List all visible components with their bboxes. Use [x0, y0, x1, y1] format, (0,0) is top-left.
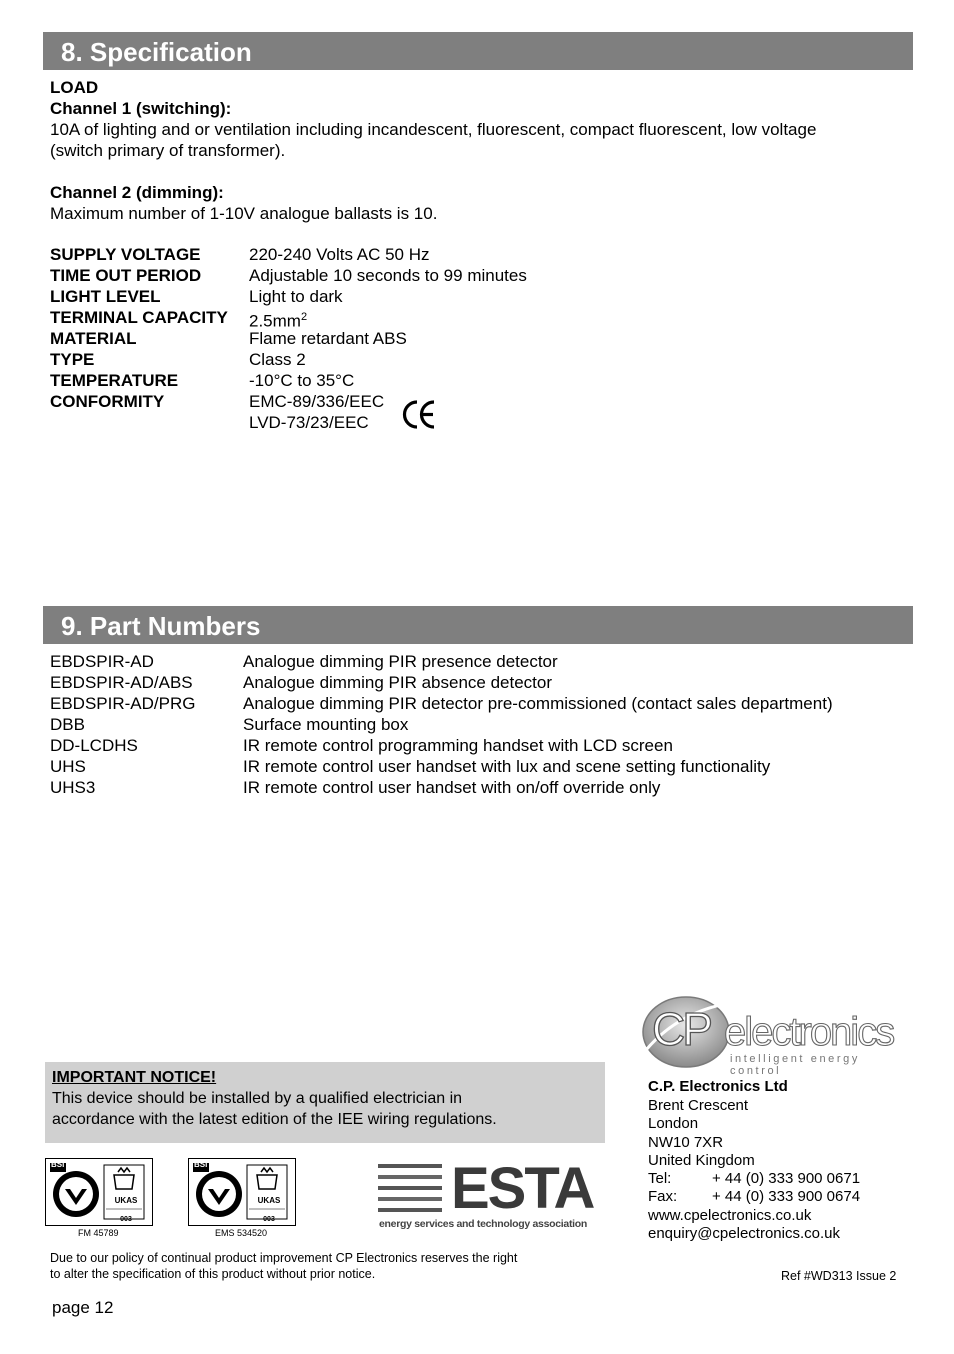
- document-reference: Ref #WD313 Issue 2: [781, 1269, 897, 1283]
- superscript: 2: [300, 311, 308, 323]
- part-description: Analogue dimming PIR presence detector: [243, 652, 558, 671]
- part-code: DBB: [50, 715, 85, 734]
- part-description: Analogue dimming PIR detector pre-commissioned (contact sales department): [243, 694, 833, 713]
- tel-number: + 44 (0) 333 900 0671: [712, 1170, 861, 1187]
- cp-electronics-logo: [640, 990, 910, 1077]
- disclaimer-line2: to alter the specification of this product without prior notice.: [50, 1267, 376, 1281]
- notice-line2: accordance with the latest edition of the IEE wiring regulations.: [52, 1111, 497, 1128]
- channel2-text: Maximum number of 1-10V analogue ballasts is 10.: [50, 204, 438, 223]
- bsi-kitemark-icon: [48, 1161, 150, 1223]
- bsi-brand: BSI: [51, 1160, 65, 1169]
- esta-stripes-icon: [378, 1164, 446, 1216]
- part-description: Analogue dimming PIR absence detector: [243, 673, 553, 692]
- spec-value: Light to dark: [249, 287, 343, 306]
- tel-label: Tel:: [648, 1170, 672, 1187]
- conformity-line2: LVD-73/23/EEC: [249, 413, 369, 432]
- part-description: IR remote control user handset with on/off override only: [243, 778, 661, 797]
- disclaimer-line1: Due to our policy of continual product improvement CP Electronics reserves the right: [50, 1251, 518, 1265]
- fax-number: + 44 (0) 333 900 0674: [712, 1188, 861, 1205]
- esta-tagline: energy services and technology association: [379, 1218, 587, 1230]
- part-numbers-heading: 9. Part Numbers: [43, 606, 913, 644]
- address-line: London: [648, 1115, 699, 1132]
- terminal-capacity-value: 2.5mm: [249, 311, 301, 331]
- address-line: Brent Crescent: [648, 1097, 749, 1114]
- address-line: United Kingdom: [648, 1152, 755, 1169]
- company-name: C.P. Electronics Ltd: [648, 1078, 788, 1095]
- ukas-label: UKAS: [114, 1196, 138, 1205]
- notice-line1: This device should be installed by a qualified electrician in: [52, 1090, 463, 1107]
- channel1-text-line1: 10A of lighting and or ventilation including incandescent, fluorescent, compact fluorescent, low voltage: [50, 120, 817, 139]
- specification-heading: 8. Specification: [43, 32, 913, 70]
- part-code: EBDSPIR-AD/ABS: [50, 673, 193, 692]
- ukas-code: 003: [263, 1216, 275, 1223]
- part-code: EBDSPIR-AD: [50, 652, 154, 671]
- important-notice: [45, 1062, 605, 1143]
- website-link[interactable]: www.cpelectronics.co.uk: [648, 1207, 812, 1224]
- esta-wordmark: ESTA: [451, 1156, 594, 1221]
- spec-value: Adjustable 10 seconds to 99 minutes: [249, 266, 527, 285]
- certificate-number: FM 45789: [78, 1228, 119, 1238]
- certificate-number: EMS 534520: [215, 1228, 268, 1238]
- bsi-ukas-certificate: [188, 1158, 296, 1226]
- cp-tagline: intelligent energy control: [730, 1053, 860, 1077]
- channel1-text-line2: (switch primary of transformer).: [50, 141, 286, 160]
- spec-value: EMC-89/336/EEC: [249, 392, 385, 411]
- part-code: UHS3: [50, 778, 96, 797]
- part-code: EBDSPIR-AD/PRG: [50, 694, 196, 713]
- part-code: DD-LCDHS: [50, 736, 138, 755]
- part-description: IR remote control user handset with lux and scene setting functionality: [243, 757, 771, 776]
- spec-label: CONFORMITY: [50, 392, 165, 411]
- spec-label: LIGHT LEVEL: [50, 287, 161, 306]
- channel2-heading: Channel 2 (dimming):: [50, 183, 224, 202]
- spec-value: -10°C to 35°C: [249, 371, 355, 390]
- part-description: IR remote control programming handset with LCD screen: [243, 736, 673, 755]
- part-description: Surface mounting box: [243, 715, 409, 734]
- spec-label: MATERIAL: [50, 329, 137, 348]
- esta-logo: [378, 1156, 598, 1234]
- part-code: UHS: [50, 757, 86, 776]
- spec-label: SUPPLY VOLTAGE: [50, 245, 201, 264]
- bsi-ukas-certificate: [45, 1158, 153, 1226]
- page-number: page 12: [52, 1298, 114, 1317]
- spec-value: 220-240 Volts AC 50 Hz: [249, 245, 430, 264]
- spec-label: TERMINAL CAPACITY: [50, 308, 228, 327]
- spec-label: TYPE: [50, 350, 95, 369]
- bsi-kitemark-icon: [191, 1161, 293, 1223]
- spec-label: TEMPERATURE: [50, 371, 179, 390]
- cp-mark: CP: [652, 1003, 710, 1055]
- spec-value: Flame retardant ABS: [249, 329, 407, 348]
- notice-title: IMPORTANT NOTICE!: [52, 1069, 217, 1086]
- spec-label: TIME OUT PERIOD: [50, 266, 202, 285]
- email-link[interactable]: enquiry@cpelectronics.co.uk: [648, 1225, 840, 1242]
- ukas-code: 003: [120, 1216, 132, 1223]
- bsi-brand: BSI: [194, 1160, 208, 1169]
- ce-mark-icon: [402, 399, 436, 430]
- ukas-label: UKAS: [257, 1196, 281, 1205]
- channel1-heading: Channel 1 (switching):: [50, 99, 232, 118]
- cp-wordmark: electronics: [724, 1010, 894, 1054]
- address-line: NW10 7XR: [648, 1134, 724, 1151]
- spec-value: Class 2: [249, 350, 306, 369]
- fax-label: Fax:: [648, 1188, 678, 1205]
- load-heading: LOAD: [50, 78, 99, 97]
